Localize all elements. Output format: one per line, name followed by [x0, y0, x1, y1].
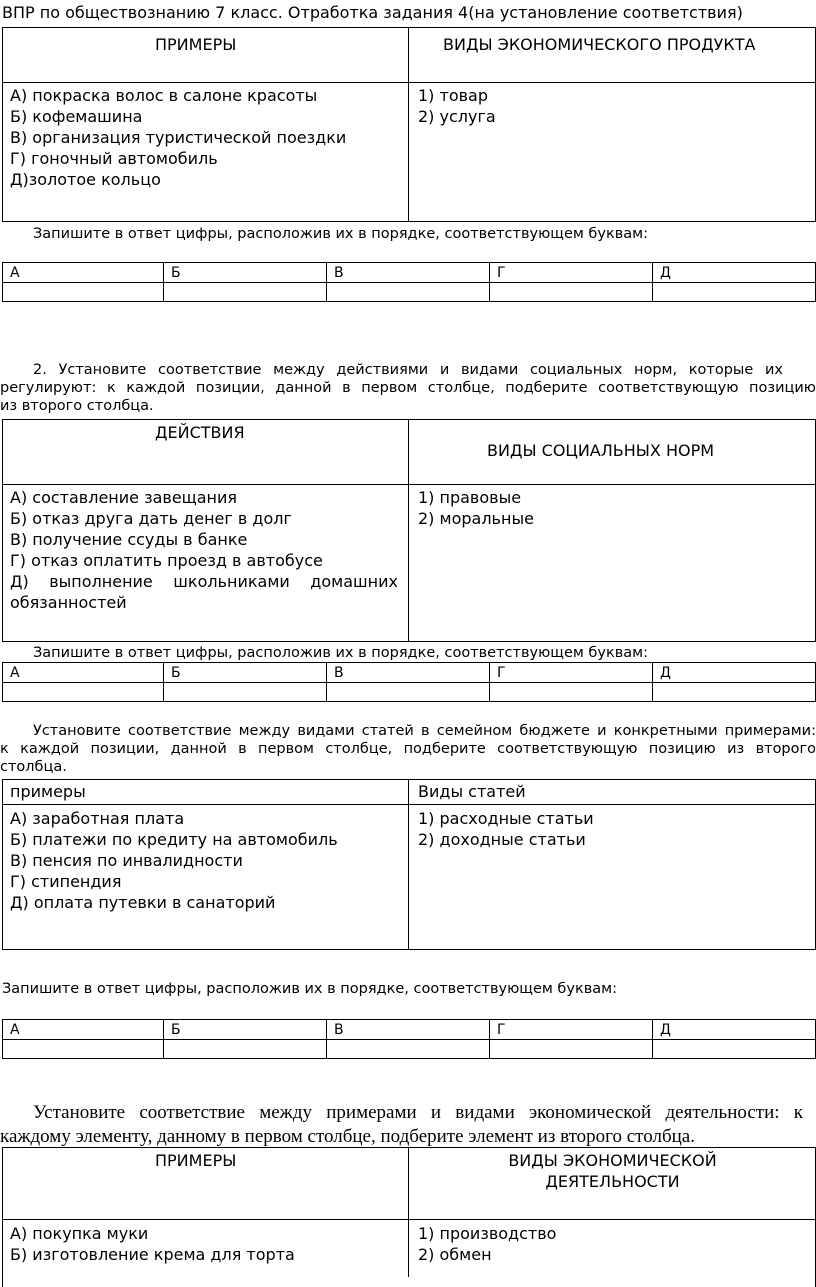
task3-col1-header: примеры [10, 782, 86, 801]
list-item: А) составление завещания [10, 488, 238, 507]
list-item: А) покупка муки [10, 1224, 149, 1243]
task2-options [418, 487, 534, 529]
answer-letter: Г [497, 265, 506, 281]
answer-cell-v[interactable] [328, 1041, 487, 1057]
option-item: 1) расходные статьи [418, 809, 594, 828]
answer-letter: Д [660, 1022, 671, 1038]
option-item: 2) доходные статьи [418, 830, 586, 849]
answer-cell-b[interactable] [165, 684, 324, 700]
task3-col2-header: Виды статей [418, 782, 526, 801]
answer-letter: Б [171, 265, 181, 281]
list-item: А) покраска волос в салоне красоты [10, 86, 318, 105]
answer-letter: А [10, 265, 20, 281]
option-item: 2) моральные [418, 509, 534, 528]
page-heading: ВПР по обществознанию 7 класс. Отработка задания 4(на установление соответствия) [2, 3, 743, 22]
task4-col2-header: ВИДЫ ЭКОНОМИЧЕСКОЙ ДЕЯТЕЛЬНОСТИ [508, 1151, 717, 1191]
list-item: В) пенсия по инвалидности [10, 851, 243, 870]
list-item: В) получение ссуды в банке [10, 530, 248, 549]
list-item: Д)золотое кольцо [10, 170, 161, 189]
task3-options [418, 808, 594, 850]
task2-col2-header: ВИДЫ СОЦИАЛЬНЫХ НОРМ [487, 441, 715, 460]
task4-items [10, 1223, 295, 1265]
list-item: Б) изготовление крема для торта [10, 1245, 295, 1264]
option-item: 1) товар [418, 86, 489, 105]
answer-letter: Д [660, 265, 671, 281]
answer-cell-d[interactable] [654, 684, 814, 700]
answer-letter: А [10, 1022, 20, 1038]
answer-letter: В [334, 265, 344, 281]
answer-letter: В [334, 1022, 344, 1038]
list-item: Г) гоночный автомобиль [10, 149, 218, 168]
task4-col1-header: ПРИМЕРЫ [155, 1151, 237, 1170]
list-item: Г) отказ оплатить проезд в автобусе [10, 551, 323, 570]
answer-cell-g[interactable] [491, 284, 650, 300]
answer-cell-v[interactable] [328, 684, 487, 700]
task2-items [10, 487, 398, 613]
task3-intro: Установите соответствие между видами статей в семейном бюджете и конкретными примерами: к каждой позиции, данной в первом столбце, подберите соответствующую позицию из второго столбца. [0, 723, 816, 775]
answer-cell-d[interactable] [654, 1041, 814, 1057]
answer-cell-b[interactable] [165, 1041, 324, 1057]
option-item: 2) обмен [418, 1245, 492, 1264]
list-item: Д) оплата путевки в санаторий [10, 893, 276, 912]
list-item: Б) отказ друга дать денег в долг [10, 509, 292, 528]
list-item: А) заработная плата [10, 809, 185, 828]
task2-instruction: Запишите в ответ цифры, расположив их в порядке, соответствующем буквам: [33, 645, 648, 661]
task1-instruction: Запишите в ответ цифры, расположив их в порядке, соответствующем буквам: [33, 226, 648, 242]
answer-letter: Б [171, 665, 181, 681]
task1-items [10, 85, 346, 190]
task4-options [418, 1223, 556, 1265]
answer-letter: А [10, 665, 20, 681]
option-item: 1) правовые [418, 488, 522, 507]
list-item: обязанностей [10, 593, 127, 612]
answer-cell-v[interactable] [328, 284, 487, 300]
list-item: Б) платежи по кредиту на автомобиль [10, 830, 338, 849]
answer-cell-a[interactable] [4, 684, 161, 700]
list-item: Г) стипендия [10, 872, 122, 891]
answer-cell-a[interactable] [4, 1041, 161, 1057]
answer-cell-d[interactable] [654, 284, 814, 300]
answer-cell-a[interactable] [4, 284, 161, 300]
answer-cell-g[interactable] [491, 1041, 650, 1057]
answer-letter: В [334, 665, 344, 681]
task2-col1-header: ДЕЙСТВИЯ [155, 423, 245, 442]
option-item: 1) производство [418, 1224, 557, 1243]
option-item: 2) услуга [418, 107, 496, 126]
task3-items [10, 808, 338, 913]
task2-intro: 2. Установите соответствие между действиями и видами социальных норм, которые их регулируют: к каждой позиции, данной в первом столбце, подберите соответствующую позицию из второго столбца. [0, 362, 816, 414]
list-item: В) организация туристической поездки [10, 128, 347, 147]
task3-instruction: Запишите в ответ цифры, расположив их в порядке, соответствующем буквам: [2, 981, 617, 997]
list-item: Д) выполнение школьниками домашних [10, 572, 398, 591]
answer-letter: Г [497, 1022, 506, 1038]
task1-options [418, 85, 496, 127]
answer-cell-b[interactable] [165, 284, 324, 300]
task1-col1-header: ПРИМЕРЫ [155, 35, 237, 54]
list-item: Б) кофемашина [10, 107, 143, 126]
task4-intro: Установите соответствие между примерами и видами экономической деятельности: к каждому элементу, данному в первом столбце, подберите элемент из второго столбца. [0, 1102, 803, 1147]
answer-letter: Б [171, 1022, 181, 1038]
answer-letter: Г [497, 665, 506, 681]
task1-col2-header: ВИДЫ ЭКОНОМИЧЕСКОГО ПРОДУКТА [443, 35, 756, 54]
answer-cell-g[interactable] [491, 684, 650, 700]
answer-letter: Д [660, 665, 671, 681]
